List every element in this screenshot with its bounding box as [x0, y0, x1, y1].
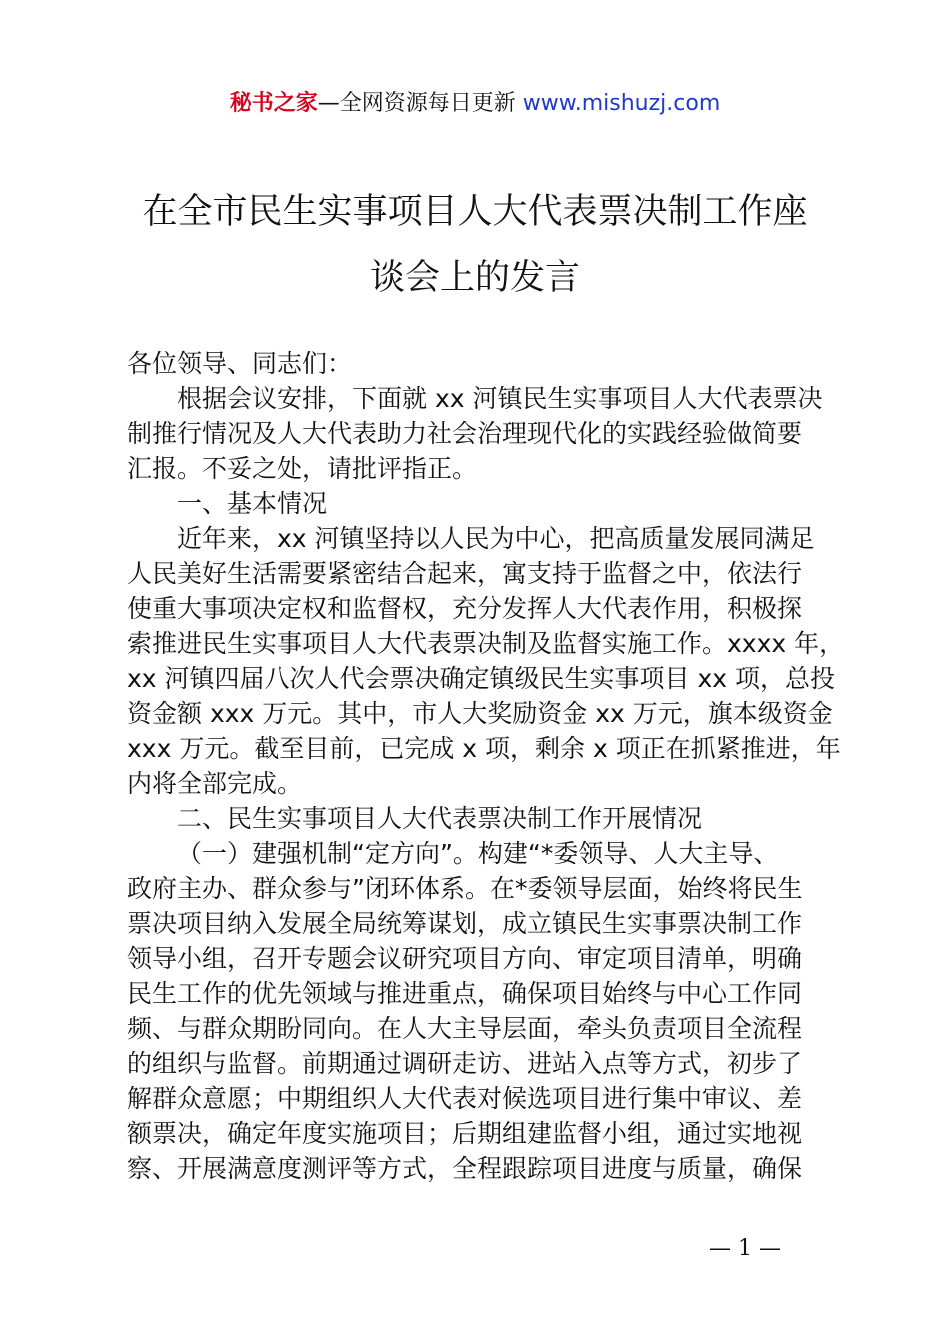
paragraph-line: 票决项目纳入发展全局统筹谋划，成立镇民生实事票决制工作 [127, 909, 803, 938]
brand-name: 秘书之家 [229, 91, 318, 116]
section-heading: 二、民生实事项目人大代表票决制工作开展情况 [177, 804, 703, 833]
site-header [0, 88, 950, 120]
paragraph-line: 近年来，xx 河镇坚持以人民为中心，把高质量发展同满足 [177, 524, 815, 553]
paragraph-line: 解群众意愿；中期组织人大代表对候选项目进行集中审议、差 [127, 1084, 803, 1113]
paragraph-line: xx 河镇四届八次人代会票决确定镇级民生实事项目 xx 项，总投 [127, 664, 836, 693]
page-number: — 1 — [709, 1236, 781, 1261]
paragraph-line: 频、与群众期盼同向。在人大主导层面，牵头负责项目全流程 [127, 1014, 803, 1043]
paragraph-line: 政府主办、群众参与”闭环体系。在*委领导层面，始终将民生 [127, 874, 803, 903]
paragraph-line: 制推行情况及人大代表助力社会治理现代化的实践经验做简要 [127, 419, 803, 448]
document-body [127, 346, 845, 1186]
page-title-line-1: 在全市民生实事项目人大代表票决制工作座 [142, 192, 808, 232]
paragraph-line: 根据会议安排，下面就 xx 河镇民生实事项目人大代表票决 [177, 384, 823, 413]
page-title-line-2: 谈会上的发言 [369, 258, 580, 298]
paragraph-line: 的组织与监督。前期通过调研走访、进站入点等方式，初步了 [127, 1049, 803, 1078]
paragraph-line: 资金额 xxx 万元。其中，市人大奖励资金 xx 万元，旗本级资金 [127, 699, 833, 728]
paragraph-line: 察、开展满意度测评等方式，全程跟踪项目进度与质量，确保 [127, 1154, 803, 1183]
paragraph-line: xxx 万元。截至目前，已完成 x 项，剩余 x 项正在抓紧推进，年 [127, 734, 841, 763]
salutation: 各位领导、同志们： [127, 349, 353, 378]
paragraph-line: 人民美好生活需要紧密结合起来，寓支持于监督之中，依法行 [127, 559, 803, 588]
paragraph-line: 使重大事项决定权和监督权，充分发挥人大代表作用，积极探 [127, 594, 803, 623]
paragraph-line: （一）建强机制“定方向”。构建“*委领导、人大主导、 [177, 839, 779, 868]
site-url-link[interactable]: www.mishuzj.com [522, 91, 721, 116]
paragraph-line: 民生工作的优先领域与推进重点，确保项目始终与中心工作同 [127, 979, 803, 1008]
section-heading: 一、基本情况 [177, 489, 328, 518]
paragraph-line: 内将全部完成。 [127, 769, 303, 798]
paragraph-line: 汇报。不妥之处，请批评指正。 [127, 454, 478, 483]
paragraph-line: 额票决，确定年度实施项目；后期组建监督小组，通过实地视 [127, 1119, 803, 1148]
paragraph-line: 索推进民生实事项目人大代表票决制及监督实施工作。xxxx 年， [127, 629, 845, 658]
header-slogan: —全网资源每日更新 [317, 91, 523, 116]
paragraph-line: 领导小组，召开专题会议研究项目方向、审定项目清单，明确 [127, 944, 803, 973]
